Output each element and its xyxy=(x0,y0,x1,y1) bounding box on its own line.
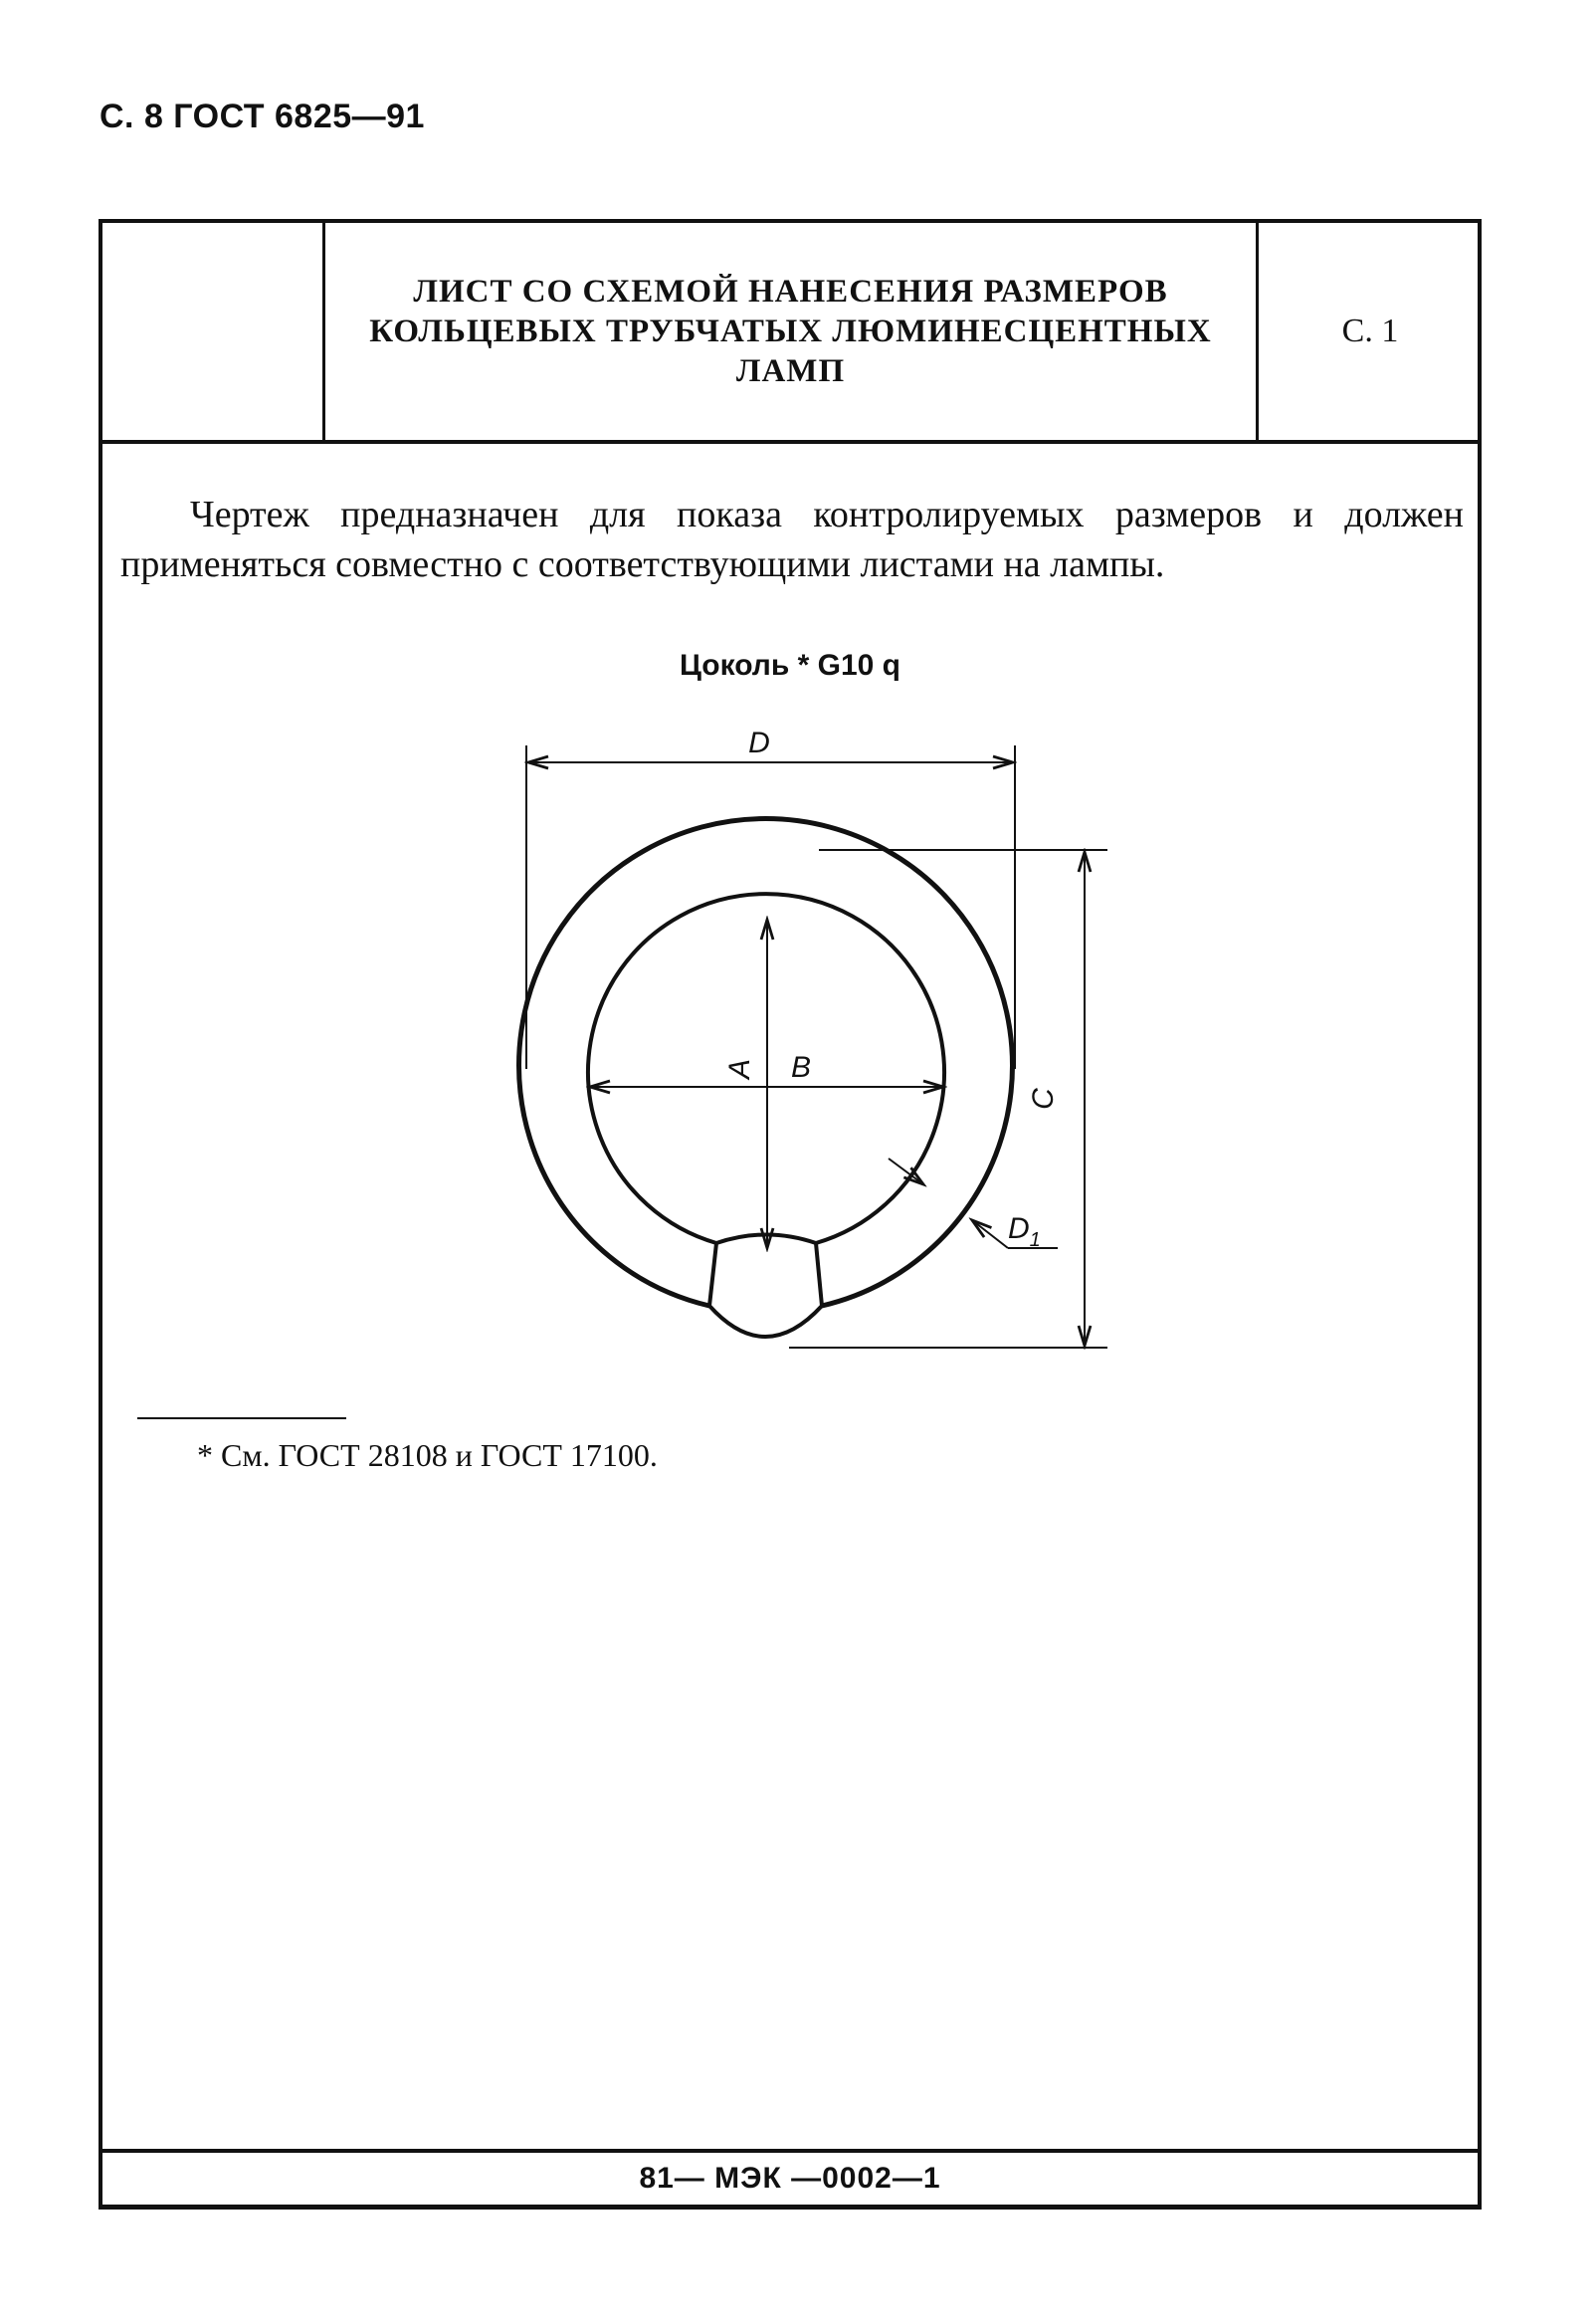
dimension-d1-leader-outer xyxy=(972,1220,1008,1248)
sheet-number: С. 1 xyxy=(1341,313,1399,349)
lamp-dimension-drawing xyxy=(102,223,1486,2114)
dimension-d-label: D xyxy=(748,727,770,759)
page-header: С. 8 ГОСТ 6825—91 xyxy=(100,98,425,135)
footnote: * См. ГОСТ 28108 и ГОСТ 17100. xyxy=(197,1437,658,1473)
dimension-d1-label xyxy=(1008,1212,1041,1251)
title-line-2: КОЛЬЦЕВЫХ ТРУБЧАТЫХ ЛЮМИНЕСЦЕНТНЫХ xyxy=(369,314,1212,349)
dimension-d1-label-sub: 1 xyxy=(1029,1229,1041,1251)
title-line-3: ЛАМП xyxy=(735,353,846,389)
document-code: 81— МЭК —0002—1 xyxy=(639,2162,941,2195)
dimension-b-label: B xyxy=(790,1051,812,1084)
document-frame xyxy=(99,219,1482,2210)
intro-paragraph: Чертеж предназначен для показа контролируемых размеров и должен применяться совместно с соответствующими листами на лампы. xyxy=(120,494,1464,585)
base-caption: Цоколь * G10 q xyxy=(679,649,900,682)
lamp-base xyxy=(709,1235,822,1338)
dimension-a-label: A xyxy=(723,1058,756,1080)
dimension-c-label: C xyxy=(1027,1088,1060,1110)
footnote-rule xyxy=(137,1417,346,1419)
dimension-d1-label-main: D xyxy=(1008,1212,1030,1245)
title-line-1: ЛИСТ СО СХЕМОЙ НАНЕСЕНИЯ РАЗМЕРОВ xyxy=(413,274,1168,310)
